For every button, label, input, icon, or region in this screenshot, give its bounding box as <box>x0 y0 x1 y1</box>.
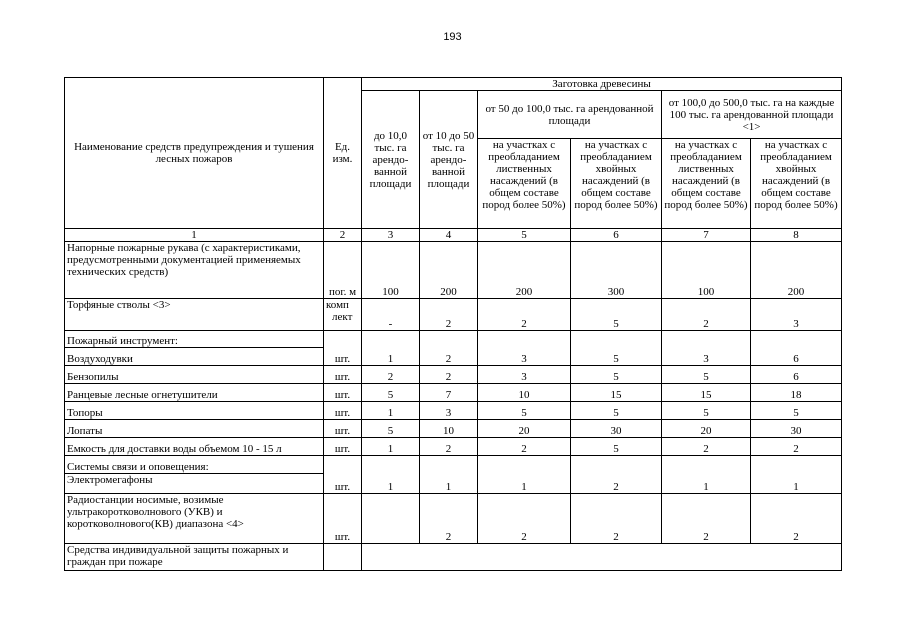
header-group: Заготовка древесины <box>362 78 842 91</box>
row-value: 3 <box>478 366 571 384</box>
row-value: 6 <box>751 366 842 384</box>
row-name: Воздуходувки <box>65 348 324 366</box>
row-unit: шт. <box>324 366 362 384</box>
col-number: 8 <box>751 229 842 242</box>
table-row <box>65 299 842 331</box>
row-unit: шт. <box>324 420 362 438</box>
row-value: 5 <box>362 384 420 402</box>
header-name: Наименование средств предупреждения и тушения лесных пожаров <box>65 78 324 229</box>
col-number: 6 <box>571 229 662 242</box>
row-value: 1 <box>362 402 420 420</box>
header-col7: на участках с преобладанием лиственных насаждений (в общем составе пород более 50%) <box>662 139 751 229</box>
row-name: Топоры <box>65 402 324 420</box>
row-value: 2 <box>662 438 751 456</box>
row-value: 3 <box>478 348 571 366</box>
row-value: 5 <box>571 348 662 366</box>
table-row <box>65 331 842 348</box>
row-name: Радиостанции носимые, возимые ультракоротковолнового (УКВ) и коротковолнового(КВ) диапазона <4> <box>65 494 324 544</box>
row-value: 20 <box>662 420 751 438</box>
row-value: 5 <box>478 402 571 420</box>
row-name: Торфяные стволы <3> <box>65 299 324 331</box>
row-value <box>362 494 420 544</box>
row-value: 2 <box>751 438 842 456</box>
row-value: 2 <box>751 494 842 544</box>
row-value: 2 <box>662 299 751 331</box>
row-value: 2 <box>478 494 571 544</box>
row-unit: шт. <box>324 348 362 366</box>
row-value: 2 <box>420 438 478 456</box>
row-value: 3 <box>751 299 842 331</box>
row-unit: шт. <box>324 384 362 402</box>
row-value: 5 <box>362 420 420 438</box>
row-value: 2 <box>362 366 420 384</box>
header-unit: Ед. изм. <box>324 78 362 229</box>
row-value: 200 <box>751 242 842 299</box>
col-number: 5 <box>478 229 571 242</box>
row-value: 2 <box>420 299 478 331</box>
row-value: 10 <box>478 384 571 402</box>
col-number: 7 <box>662 229 751 242</box>
header-col4: от 10 до 50 тыс. га арендо-ванной площади <box>420 91 478 229</box>
row-value: 100 <box>362 242 420 299</box>
row-value: 2 <box>420 494 478 544</box>
col-number: 2 <box>324 229 362 242</box>
row-value: 2 <box>478 299 571 331</box>
header-col3: до 10,0 тыс. га арендо-ванной площади <box>362 91 420 229</box>
header-group-100-500: от 100,0 до 500,0 тыс. га на каждые 100 тыс. га арендованной площади <1> <box>662 91 842 139</box>
row-value: 5 <box>662 366 751 384</box>
header-col8: на участках с преобладанием хвойных насаждений (в общем составе пород более 50%) <box>751 139 842 229</box>
row-value: 30 <box>571 420 662 438</box>
page-number: 193 <box>443 31 462 43</box>
row-value: 200 <box>420 242 478 299</box>
row-value: 6 <box>751 348 842 366</box>
table-row <box>65 348 842 366</box>
row-value: 1 <box>751 474 842 494</box>
row-value: 1 <box>478 474 571 494</box>
row-value: 2 <box>420 348 478 366</box>
row-value: 10 <box>420 420 478 438</box>
row-unit-part: комп <box>326 299 349 311</box>
row-value: 5 <box>751 402 842 420</box>
row-value: 15 <box>571 384 662 402</box>
row-value: 2 <box>571 474 662 494</box>
row-value: 7 <box>420 384 478 402</box>
table-row <box>65 438 842 456</box>
row-value: 200 <box>478 242 571 299</box>
row-value: 1 <box>362 474 420 494</box>
col-number: 4 <box>420 229 478 242</box>
row-value: 30 <box>751 420 842 438</box>
row-unit: пог. м <box>324 242 362 299</box>
row-unit <box>324 299 362 331</box>
table-row <box>65 544 842 571</box>
row-value: 20 <box>478 420 571 438</box>
row-name: Напорные пожарные рукава (с характеристиками, предусмотренными документацией применяемых технических средств) <box>65 242 324 299</box>
row-value: 5 <box>662 402 751 420</box>
row-unit: шт. <box>324 438 362 456</box>
row-value: 5 <box>571 299 662 331</box>
row-value: 18 <box>751 384 842 402</box>
row-value: 5 <box>571 402 662 420</box>
row-value: 2 <box>571 494 662 544</box>
col-number: 1 <box>65 229 324 242</box>
section-header: Пожарный инструмент: <box>65 331 324 348</box>
table-row <box>65 402 842 420</box>
row-value: 1 <box>362 438 420 456</box>
table-row <box>65 242 842 299</box>
row-value: 1 <box>420 474 478 494</box>
row-value: 2 <box>662 494 751 544</box>
row-unit: шт. <box>324 402 362 420</box>
row-name: Емкость для доставки воды объемом 10 - 15 л <box>65 438 324 456</box>
row-unit-part: лект <box>332 311 353 323</box>
fire-equipment-table <box>64 77 842 571</box>
header-col6: на участках с преобладанием хвойных насаждений (в общем составе пород более 50%) <box>571 139 662 229</box>
row-value: 2 <box>420 366 478 384</box>
row-value: 5 <box>571 438 662 456</box>
row-value: - <box>362 299 420 331</box>
row-value: 1 <box>662 474 751 494</box>
header-col5: на участках с преобладанием лиственных насаждений (в общем составе пород более 50%) <box>478 139 571 229</box>
row-name: Электромегафоны <box>65 474 324 494</box>
row-value: 300 <box>571 242 662 299</box>
table-row <box>65 494 842 544</box>
row-name: Лопаты <box>65 420 324 438</box>
table-row <box>65 474 842 494</box>
table-row <box>65 456 842 474</box>
row-value: 1 <box>362 348 420 366</box>
table-row <box>65 366 842 384</box>
row-value: 100 <box>662 242 751 299</box>
row-value: 3 <box>662 348 751 366</box>
row-value: 15 <box>662 384 751 402</box>
table-row <box>65 384 842 402</box>
section-header: Системы связи и оповещения: <box>65 456 324 474</box>
header-group-50-100: от 50 до 100,0 тыс. га арендованной площади <box>478 91 662 139</box>
row-name: Бензопилы <box>65 366 324 384</box>
row-name: Ранцевые лесные огнетушители <box>65 384 324 402</box>
row-value: 3 <box>420 402 478 420</box>
row-value: 2 <box>478 438 571 456</box>
table-row <box>65 420 842 438</box>
row-unit: шт. <box>324 494 362 544</box>
row-value: 5 <box>571 366 662 384</box>
col-number: 3 <box>362 229 420 242</box>
row-unit: шт. <box>324 474 362 494</box>
row-name: Средства индивидуальной защиты пожарных и граждан при пожаре <box>65 544 324 571</box>
